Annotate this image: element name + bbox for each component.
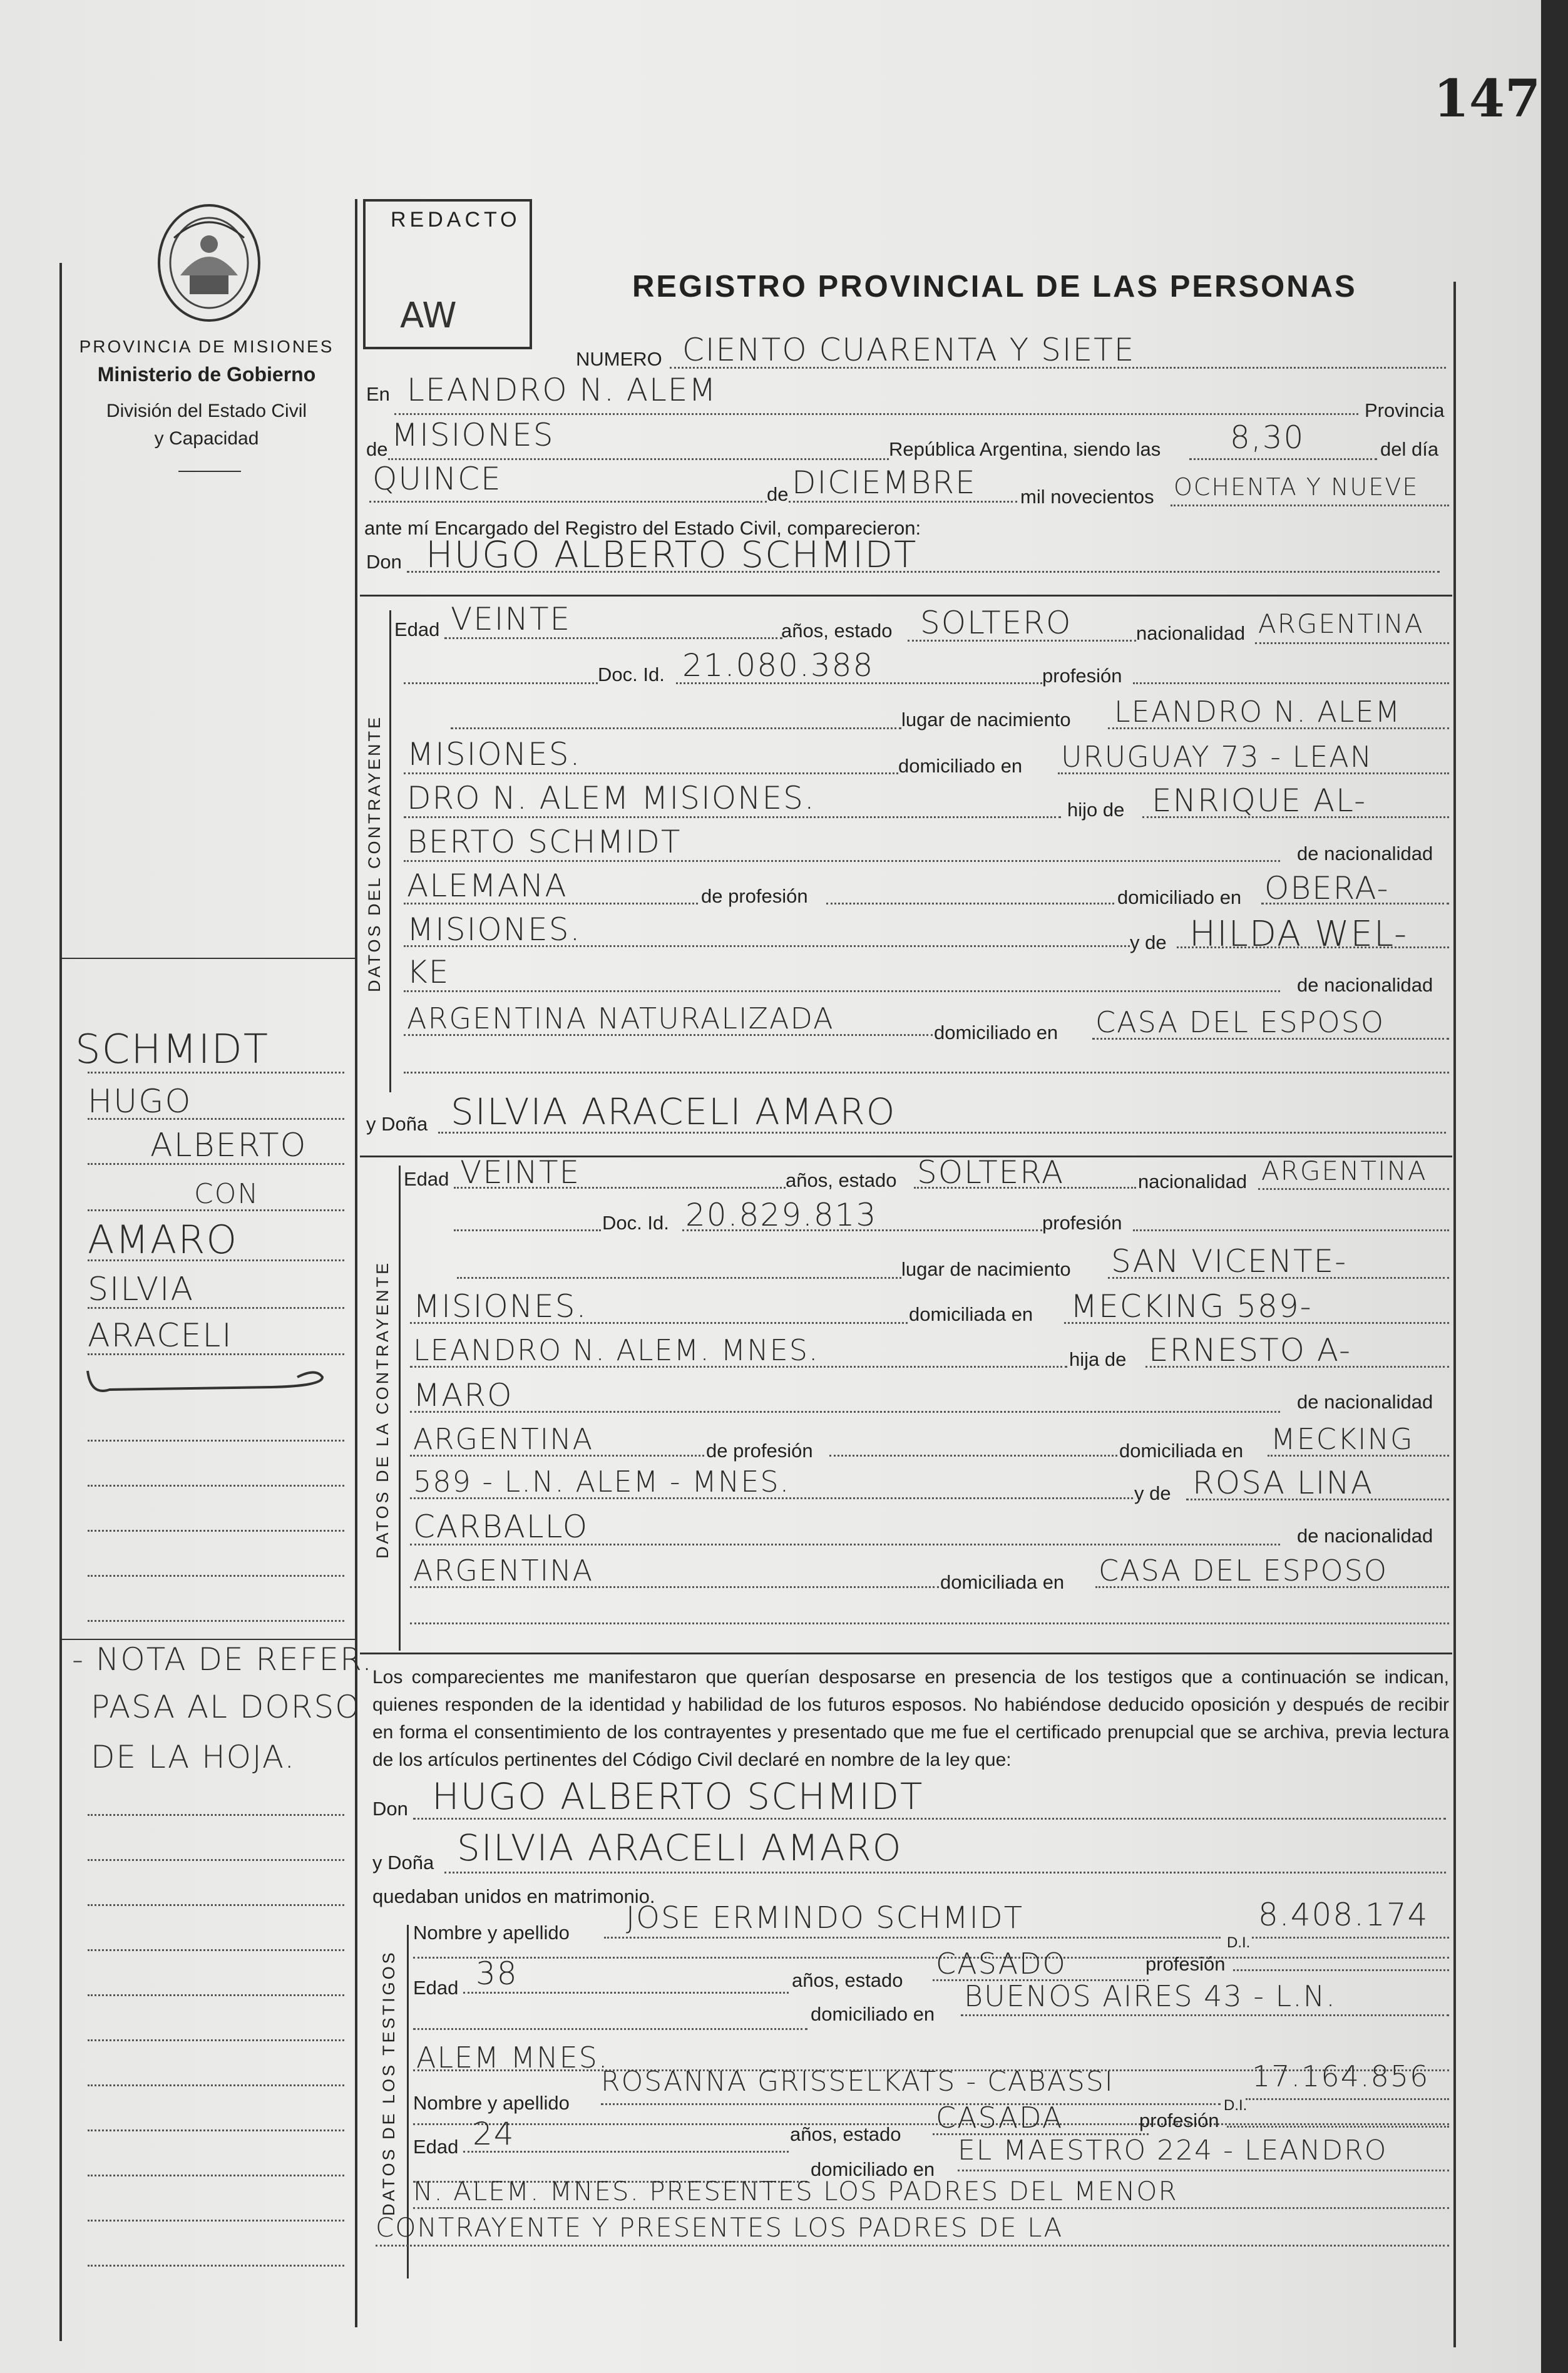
line-h-dom <box>1058 772 1449 774</box>
hw-mes: DICIEMBRE <box>792 464 976 501</box>
line-h-doc <box>676 682 1042 684</box>
label-h-dom: domiciliado en <box>898 755 1023 777</box>
label-m-dom: domiciliada en <box>909 1303 1033 1325</box>
label-don2: Don <box>372 1798 408 1820</box>
margin-surname2: AMARO <box>88 1217 238 1263</box>
hw-m-madre-dom: CASA DEL ESPOSO <box>1099 1554 1388 1587</box>
separator-1 <box>360 595 1452 597</box>
hw-h-padre: ENRIQUE AL- <box>1152 782 1367 819</box>
line-h-blank <box>404 1072 1449 1074</box>
hw-numero: CIENTO CUARENTA Y SIETE <box>682 332 1135 368</box>
label-numero: NUMERO <box>576 348 662 370</box>
label-h-padre-dom: domiciliado en <box>1117 886 1242 908</box>
hw-m-estado: SOLTERA <box>917 1154 1065 1191</box>
label-m-prof: profesión <box>1042 1212 1122 1234</box>
label-republica: República Argentina, siendo las <box>889 438 1161 460</box>
line-dia <box>369 501 767 503</box>
redacto-box <box>363 199 532 349</box>
margin-line-20 <box>88 2130 344 2131</box>
line-h-padre2 <box>404 860 1280 862</box>
margin-line-19 <box>88 2084 344 2086</box>
line-m-padre2 <box>410 1411 1280 1413</box>
hw-m-madre2: CARBALLO <box>413 1509 589 1545</box>
margin-note-3: DE LA HOJA. <box>91 1739 296 1775</box>
line-h-madre-dom <box>1092 1038 1449 1040</box>
hw-h-padre2: BERTO SCHMIDT <box>407 824 682 860</box>
line-anio <box>1171 505 1449 506</box>
line-h-doc-pre <box>404 682 598 684</box>
label-h-y-de: y de <box>1130 931 1167 953</box>
line-h-dom2 <box>404 816 1061 818</box>
hw-m-padre-dom: MECKING <box>1271 1422 1414 1456</box>
hw-t2-dom3: CONTRAYENTE Y PRESENTES LOS PADRES DE LA <box>376 2212 1063 2243</box>
line-m-prof <box>1133 1229 1449 1231</box>
label-quedaban: quedaban unidos en matrimonio. <box>372 1885 655 1907</box>
line-m-blank <box>410 1622 1449 1624</box>
margin-line-1 <box>88 1072 344 1074</box>
margin-mid-rule <box>59 1639 355 1640</box>
hw-m-lugar: SAN VICENTE- <box>1111 1243 1348 1279</box>
line-m-estado <box>914 1187 1136 1189</box>
hw-h-madre-nac: ARGENTINA NATURALIZADA <box>407 1002 834 1035</box>
label-m-madre-dom: domiciliada en <box>940 1571 1065 1593</box>
margin-note-1: - NOTA DE REFER. <box>72 1641 373 1678</box>
margin-line-22 <box>88 2220 344 2222</box>
label-m-madre-nac: de nacionalidad <box>1297 1525 1433 1547</box>
label-don: Don <box>366 551 402 573</box>
page-number: 147 <box>1433 69 1541 129</box>
label-t2-dom: domiciliado en <box>811 2158 935 2180</box>
label-m-estado: años, estado <box>786 1169 897 1191</box>
line-mes <box>789 501 1017 503</box>
hw-t2-dom: EL MAESTRO 224 - LEANDRO <box>958 2135 1388 2166</box>
label-dona: y Doña <box>366 1113 428 1135</box>
legal-paragraph: Los comparecientes me manifestaron que querían desposarse en presencia de los testigos que a continuación se indican, quienes responden de la identidad y habilidad de los futuros esposos. No habiéndose deducido oposición y después de recibir en forma el consentimiento de los contrayentes y presentado que me fue el certificado prenupcial que se archiva, previa lectura de los artículos pertinentes del Código Civil declaré en nombre de la ley que: <box>372 1667 1449 1770</box>
margin-line-2 <box>88 1118 344 1120</box>
page-edge-shadow <box>1541 0 1568 2373</box>
line-t1-prof <box>1233 1969 1449 1971</box>
hw-don2: HUGO ALBERTO SCHMIDT <box>432 1775 924 1818</box>
line-m-madre2 <box>410 1544 1280 1545</box>
line-h-lugar-pre <box>451 727 901 729</box>
margin-flourish-icon <box>85 1365 335 1402</box>
contrayente-bracket <box>389 610 391 1092</box>
line-t2-nombre <box>601 2103 1221 2105</box>
header-capacity: y Capacidad <box>154 428 259 449</box>
label-mil: mil novecientos <box>1020 486 1154 508</box>
margin-line-13 <box>88 1814 344 1816</box>
margin-line-16 <box>88 1949 344 1951</box>
line-m-edad <box>454 1187 786 1189</box>
line-dona2 <box>444 1872 1446 1873</box>
line-h-padre-prof <box>826 903 1114 905</box>
hw-m-madre-nac: ARGENTINA <box>413 1554 594 1587</box>
label-dona2: y Doña <box>372 1852 434 1873</box>
hw-m-doc: 20.829.813 <box>685 1197 878 1233</box>
line-m-nac <box>1258 1188 1449 1190</box>
hw-h-padre-nac: ALEMANA <box>407 868 568 904</box>
label-t1-prof: profesión <box>1145 1953 1226 1975</box>
margin-con: CON <box>194 1178 260 1210</box>
margin-name3: SILVIA <box>88 1271 195 1308</box>
label-h-madre-dom: domiciliado en <box>934 1022 1058 1043</box>
line-h-lugar <box>1108 727 1449 729</box>
hw-t1-edad: 38 <box>476 1955 518 1992</box>
line-m-doc-pre <box>454 1229 601 1231</box>
line-m-dom <box>1064 1322 1449 1324</box>
margin-line-7 <box>88 1353 344 1355</box>
hw-t1-dom2: ALEM MNES. <box>416 2041 609 2074</box>
redacto-label: REDACTO <box>391 208 521 232</box>
line-t1-blank <box>413 1957 1449 1959</box>
line-t2-dom <box>958 2170 1449 2171</box>
line-t1-di <box>1252 1937 1449 1939</box>
line-t1-dom <box>961 2014 1449 2016</box>
hw-t2-dom2: N. ALEM. MNES. PRESENTES LOS PADRES DEL MENOR <box>413 2176 1178 2206</box>
redacto-initials: AW <box>400 295 457 336</box>
line-m-padre <box>1145 1366 1449 1368</box>
line-h-padre <box>1142 816 1449 818</box>
margin-name4: ARACELI <box>88 1317 233 1355</box>
header-province: PROVINCIA DE MISIONES <box>79 337 334 356</box>
margin-name1: HUGO <box>88 1083 192 1120</box>
margin-line-14 <box>88 1859 344 1861</box>
hw-don: HUGO ALBERTO SCHMIDT <box>426 533 918 576</box>
label-en: En <box>366 383 390 405</box>
label-h-edad: Edad <box>394 618 440 640</box>
margin-top-rule <box>59 958 355 959</box>
label-de-mes: de <box>767 483 789 505</box>
line-h-madre-nac <box>404 1034 933 1036</box>
margin-note-2: PASA AL DORSO <box>91 1689 361 1725</box>
label-h-nac: nacionalidad <box>1136 622 1246 644</box>
separator-3 <box>360 1653 1452 1654</box>
hw-t2-estado: CASADA <box>936 2101 1063 2135</box>
line-t2-dom2 <box>413 2207 1449 2209</box>
margin-line-15 <box>88 1904 344 1906</box>
label-h-padre-prof: de profesión <box>701 885 808 907</box>
hw-anio: OCHENTA Y NUEVE <box>1174 473 1419 501</box>
label-h-madre-nac: de nacionalidad <box>1297 974 1433 996</box>
hw-m-padre-dom2: 589 - L.N. ALEM - MNES. <box>413 1465 791 1499</box>
left-margin-line <box>59 263 62 2341</box>
line-numero <box>670 367 1446 369</box>
hw-h-dom2: DRO N. ALEM MISIONES. <box>407 780 816 816</box>
hw-t1-dom: BUENOS AIRES 43 - L.N. <box>964 1979 1336 2013</box>
hw-dona: SILVIA ARACELI AMARO <box>451 1090 896 1133</box>
label-h-lugar: lugar de nacimiento <box>901 709 1071 730</box>
hw-t1-nombre: JOSE ERMINDO SCHMIDT <box>626 1900 1024 1935</box>
label-t1-estado: años, estado <box>792 1969 903 1991</box>
hw-h-padre-dom2: MISIONES. <box>407 911 582 948</box>
hw-h-estado: SOLTERO <box>920 605 1072 641</box>
hw-h-madre: HILDA WEL- <box>1189 914 1408 955</box>
label-hija: hija de <box>1069 1348 1127 1370</box>
margin-surname: SCHMIDT <box>75 1027 269 1073</box>
margin-line-21 <box>88 2175 344 2176</box>
label-datos-testigos: DATOS DE LOS TESTIGOS <box>379 1950 398 2216</box>
hw-m-nac: ARGENTINA <box>1261 1156 1427 1186</box>
line-t1-edad <box>463 1992 789 1994</box>
label-t1-edad: Edad <box>413 1977 459 1999</box>
hw-m-dom: MECKING 589- <box>1070 1288 1313 1325</box>
label-m-y-de: y de <box>1134 1482 1171 1504</box>
hw-m-dom2: LEANDRO N. ALEM. MNES. <box>413 1333 819 1367</box>
center-divider-line <box>355 199 357 2327</box>
label-t1-dom: domiciliado en <box>811 2003 935 2025</box>
line-m-padre-nac <box>410 1455 704 1457</box>
hw-m-padre-nac: ARGENTINA <box>413 1422 594 1456</box>
line-h-madre2 <box>404 990 1280 992</box>
margin-line-11 <box>88 1575 344 1577</box>
hw-t2-nombre: ROSANNA GRISSELKATS - CABASSI <box>601 2066 1114 2098</box>
hw-h-doc: 21.080.388 <box>682 647 874 684</box>
label-m-padre-nac: de nacionalidad <box>1297 1391 1433 1413</box>
contrayente-f-bracket <box>399 1166 401 1651</box>
hw-h-padre-dom: OBERA- <box>1264 870 1390 906</box>
label-m-padre-dom: domiciliada en <box>1119 1440 1244 1462</box>
line-h-prof <box>1133 682 1449 684</box>
label-m-edad: Edad <box>404 1168 449 1190</box>
line-m-dom2 <box>410 1366 1067 1368</box>
hw-dona2: SILVIA ARACELI AMARO <box>457 1827 903 1869</box>
header-division: División del Estado Civil <box>106 401 307 421</box>
hw-h-lugar2: MISIONES. <box>407 736 582 772</box>
hw-m-edad: VEINTE <box>460 1154 581 1191</box>
margin-line-23 <box>88 2265 344 2267</box>
line-t2-edad <box>463 2151 789 2153</box>
hw-t2-edad: 24 <box>473 2116 515 2152</box>
label-t2-estado: años, estado <box>790 2123 901 2145</box>
line-t2-dom3 <box>376 2245 1449 2247</box>
hw-t2-di: 17.164.856 <box>1252 2059 1430 2093</box>
line-m-lugar-pre <box>457 1277 901 1279</box>
hw-h-edad: VEINTE <box>451 601 571 637</box>
margin-line-18 <box>88 2039 344 2041</box>
line-hora <box>1189 458 1377 460</box>
hw-m-padre: ERNESTO A- <box>1149 1332 1352 1368</box>
margin-line-12 <box>88 1620 344 1622</box>
right-border-line <box>1453 282 1456 2347</box>
margin-line-9 <box>88 1485 344 1487</box>
header-ministry: Ministerio de Gobierno <box>97 363 316 386</box>
margin-line-4 <box>88 1209 344 1211</box>
hw-dia: QUINCE <box>372 461 502 497</box>
line-h-lugar2 <box>404 772 898 774</box>
hw-de: MISIONES <box>391 417 555 453</box>
label-m-doc: Doc. Id. <box>602 1212 669 1234</box>
hw-h-nac: ARGENTINA <box>1258 608 1424 639</box>
hw-hora: 8,30 <box>1230 419 1305 456</box>
label-h-prof: profesión <box>1042 665 1122 687</box>
line-t2-di <box>1246 2098 1449 2100</box>
hw-h-madre-dom: CASA DEL ESPOSO <box>1095 1005 1385 1039</box>
line-h-padre-nac <box>404 903 698 905</box>
margin-line-3 <box>88 1163 344 1165</box>
hw-h-lugar: LEANDRO N. ALEM <box>1114 695 1401 729</box>
label-datos-la-contrayente: DATOS DE LA CONTRAYENTE <box>373 1260 392 1559</box>
hw-m-madre: ROSA LINA <box>1192 1465 1374 1501</box>
line-h-padre-dom2 <box>404 945 1130 947</box>
line-m-madre <box>1186 1499 1449 1500</box>
margin-line-10 <box>88 1530 344 1532</box>
document-title: REGISTRO PROVINCIAL DE LAS PERSONAS <box>632 270 1357 304</box>
hw-en: LEANDRO N. ALEM <box>407 372 717 408</box>
margin-line-5 <box>88 1259 344 1261</box>
line-m-doc <box>682 1229 1042 1231</box>
hw-h-dom: URUGUAY 73 - LEAN <box>1061 740 1373 774</box>
label-hijo: hijo de <box>1067 799 1125 821</box>
label-t2-di: D.I. <box>1224 2097 1248 2114</box>
line-h-edad <box>444 637 782 639</box>
margin-line-17 <box>88 1994 344 1996</box>
line-h-padre-dom <box>1261 903 1449 905</box>
label-h-doc: Doc. Id. <box>598 664 665 685</box>
line-m-padre-prof <box>829 1455 1117 1457</box>
margin-line-6 <box>88 1307 344 1309</box>
header-divider <box>178 471 241 472</box>
line-t2-prof <box>1227 2126 1449 2128</box>
line-t2-blank <box>413 2123 1449 2125</box>
margin-name2: ALBERTO <box>150 1127 307 1164</box>
label-datos-contrayente: DATOS DEL CONTRAYENTE <box>365 714 384 992</box>
label-provincia: Provincia <box>1365 399 1445 421</box>
label-h-estado: años, estado <box>781 620 893 642</box>
hw-h-madre2: KE <box>407 954 450 990</box>
line-m-padre-dom <box>1268 1455 1449 1457</box>
label-m-nac: nacionalidad <box>1138 1171 1248 1192</box>
label-t2-edad: Edad <box>413 2136 459 2158</box>
label-ante: ante mí Encargado del Registro del Estado Civil, comparecieron: <box>364 517 921 539</box>
line-don2 <box>413 1818 1446 1820</box>
line-h-nac <box>1255 642 1449 644</box>
label-t2-nombre: Nombre y apellido <box>413 2092 570 2114</box>
province-seal-icon <box>155 200 263 325</box>
label-h-padre-nac: de nacionalidad <box>1297 843 1433 864</box>
line-en <box>394 413 1358 415</box>
line-m-lugar2 <box>410 1322 908 1324</box>
label-t1-di: D.I. <box>1227 1934 1251 1951</box>
label-m-padre-prof: de profesión <box>706 1440 813 1462</box>
hw-m-padre2: MARO <box>413 1377 513 1413</box>
line-m-padre-dom2 <box>410 1497 1133 1499</box>
line-m-madre-nac <box>410 1586 939 1588</box>
label-m-lugar: lugar de nacimiento <box>901 1258 1071 1280</box>
label-del-dia: del día <box>1380 438 1439 460</box>
line-de <box>388 458 889 460</box>
margin-line-8 <box>88 1440 344 1442</box>
label-t2-prof: profesión <box>1139 2109 1219 2131</box>
hw-t1-estado: CASADO <box>936 1947 1067 1981</box>
line-dona <box>438 1132 1446 1134</box>
hw-m-lugar2: MISIONES. <box>413 1288 588 1325</box>
line-m-lugar <box>1108 1277 1449 1279</box>
label-de: de <box>366 438 388 460</box>
line-m-madre-dom <box>1095 1586 1449 1588</box>
line-don <box>407 571 1440 573</box>
line-t1-dom-pre <box>413 2028 807 2030</box>
line-h-madre <box>1177 946 1449 948</box>
line-h-estado <box>908 640 1136 642</box>
hw-t1-di: 8.408.174 <box>1258 1897 1429 1933</box>
label-t1-nombre: Nombre y apellido <box>413 1922 570 1944</box>
line-t1-nombre <box>604 1937 1221 1939</box>
